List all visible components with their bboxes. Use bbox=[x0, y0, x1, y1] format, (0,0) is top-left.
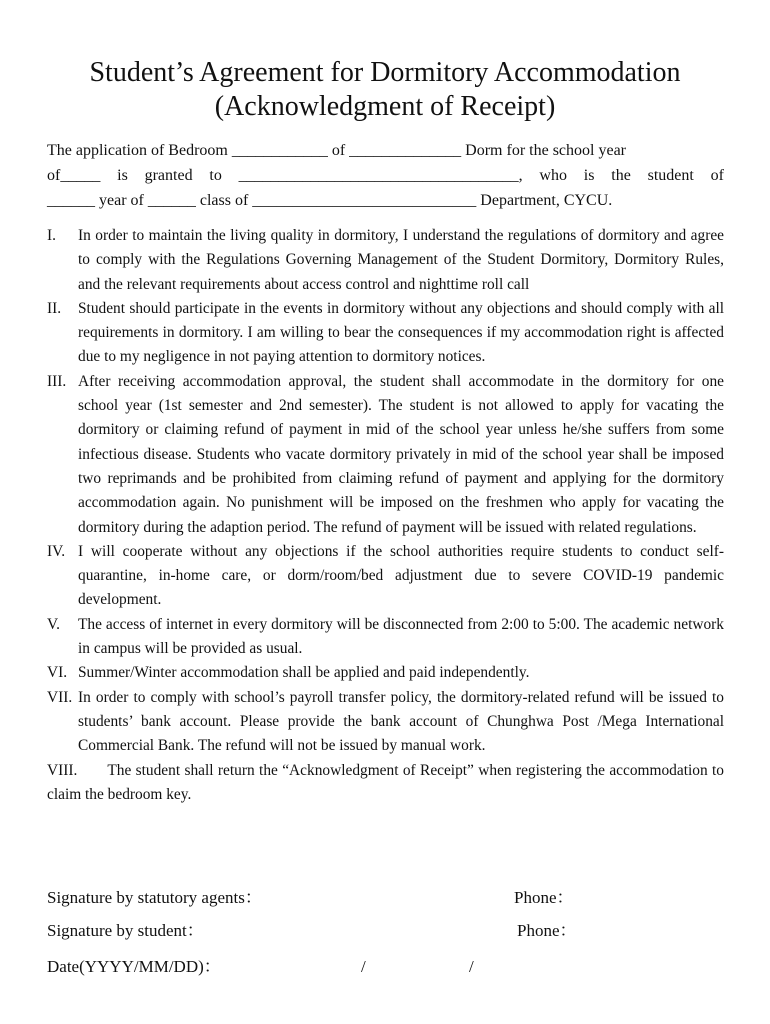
date-separator: / bbox=[361, 957, 366, 976]
term-text: In order to maintain the living quality in dormitory, I understand the regulations of dormitory and agree to comply with the Regulations Governing Management of the Student Dormitory, Dormitory Rules, and the relevant requirements about access control and nighttime roll call bbox=[78, 227, 724, 293]
application-line-2-word: to bbox=[209, 167, 222, 184]
term-item bbox=[47, 661, 724, 685]
application-line-1 bbox=[47, 138, 724, 163]
term-text: The student shall return the “Acknowledgment of Receipt” when registering the accommodation to claim the bedroom key. bbox=[47, 761, 724, 803]
term-number: IV. bbox=[47, 542, 66, 560]
application-line-2-word: granted bbox=[144, 167, 193, 184]
application-line-3-text: ______ year of ______ class of ____________________________ Department, CYCU. bbox=[47, 192, 613, 209]
student-signature-label: Signature by student： bbox=[47, 921, 204, 940]
term-item bbox=[47, 613, 724, 662]
terms-list bbox=[47, 224, 724, 807]
term-number: III. bbox=[47, 372, 67, 390]
document-title-line2: (Acknowledgment of Receipt) bbox=[214, 91, 556, 122]
application-line-1-text: The application of Bedroom ____________ of ______________ Dorm for the school year bbox=[47, 142, 626, 159]
application-line-2-word: is bbox=[583, 167, 595, 184]
term-text: The access of internet in every dormitory will be disconnected from 2:00 to 5:00. The academic network in campus will be provided as usual. bbox=[78, 615, 724, 658]
document-title-line1: Student’s Agreement for Dormitory Accommodation bbox=[89, 57, 681, 88]
term-number: V. bbox=[47, 615, 60, 633]
term-item bbox=[47, 686, 724, 759]
term-number: VII. bbox=[47, 688, 73, 706]
term-item bbox=[47, 540, 724, 613]
term-number: VIII. bbox=[47, 761, 78, 779]
term-text: After receiving accommodation approval, the student shall accommodate in the dormitory for one school year (1st semester and 2nd semester). The student is not allowed to apply for vacating the dormitory or claiming refund of payment in mid of the school year unless he/she suffers from some infectious disease. Students who vacate dormitory privately in mid of the school year shall be imposed two reprimands and be prohibited from claiming refund of payment and applying for the dormitory accommodation again. No punishment will be imposed on the freshmen who apply for vacating the dormitory during the adaption period. The refund of payment will be issued with related regulations. bbox=[78, 372, 724, 536]
term-text: Student should participate in the events in dormitory without any objections and should comply with all requirements in dormitory. I am willing to bear the consequences if my accommodation right is affected due to my negligence in not paying attention to dormitory notices. bbox=[78, 299, 724, 366]
date-separator: / bbox=[469, 957, 474, 976]
application-line-2-word: is bbox=[117, 167, 128, 184]
statutory-agent-phone-label: Phone： bbox=[514, 888, 574, 907]
term-item bbox=[47, 759, 724, 808]
application-line-2-word: of_____ bbox=[47, 167, 101, 184]
application-line-2-word: the bbox=[611, 167, 631, 184]
date-label: Date(YYYY/MM/DD)： bbox=[47, 957, 221, 976]
application-line-2-blank: ___________________________________, bbox=[238, 167, 523, 184]
term-text: Summer/Winter accommodation shall be applied and paid independently. bbox=[78, 664, 530, 682]
application-line-2 bbox=[47, 163, 724, 188]
application-line-3 bbox=[47, 188, 724, 213]
term-item bbox=[47, 297, 724, 370]
application-line-2-word: of bbox=[710, 167, 724, 184]
application-line-2-word: student bbox=[647, 167, 694, 184]
term-number: I. bbox=[47, 227, 56, 244]
term-number: VI. bbox=[47, 664, 68, 682]
term-text: In order to comply with school’s payroll transfer policy, the dormitory-related refund will be issued to students’ bank account. Please provide the bank account of Chunghwa Post /Mega International Commercial Bank. The refund will not be issued by manual work. bbox=[78, 688, 724, 755]
application-line-2-word: who bbox=[539, 167, 567, 184]
term-item bbox=[47, 370, 724, 540]
term-item bbox=[47, 224, 724, 297]
term-number: II. bbox=[47, 299, 62, 317]
student-phone-label: Phone： bbox=[517, 921, 577, 940]
statutory-agent-signature-label: Signature by statutory agents： bbox=[47, 888, 262, 907]
term-text: I will cooperate without any objections if the school authorities require students to conduct self-quarantine, in-home care, or dorm/room/bed adjustment due to severe COVID-19 pandemic development. bbox=[78, 542, 724, 609]
